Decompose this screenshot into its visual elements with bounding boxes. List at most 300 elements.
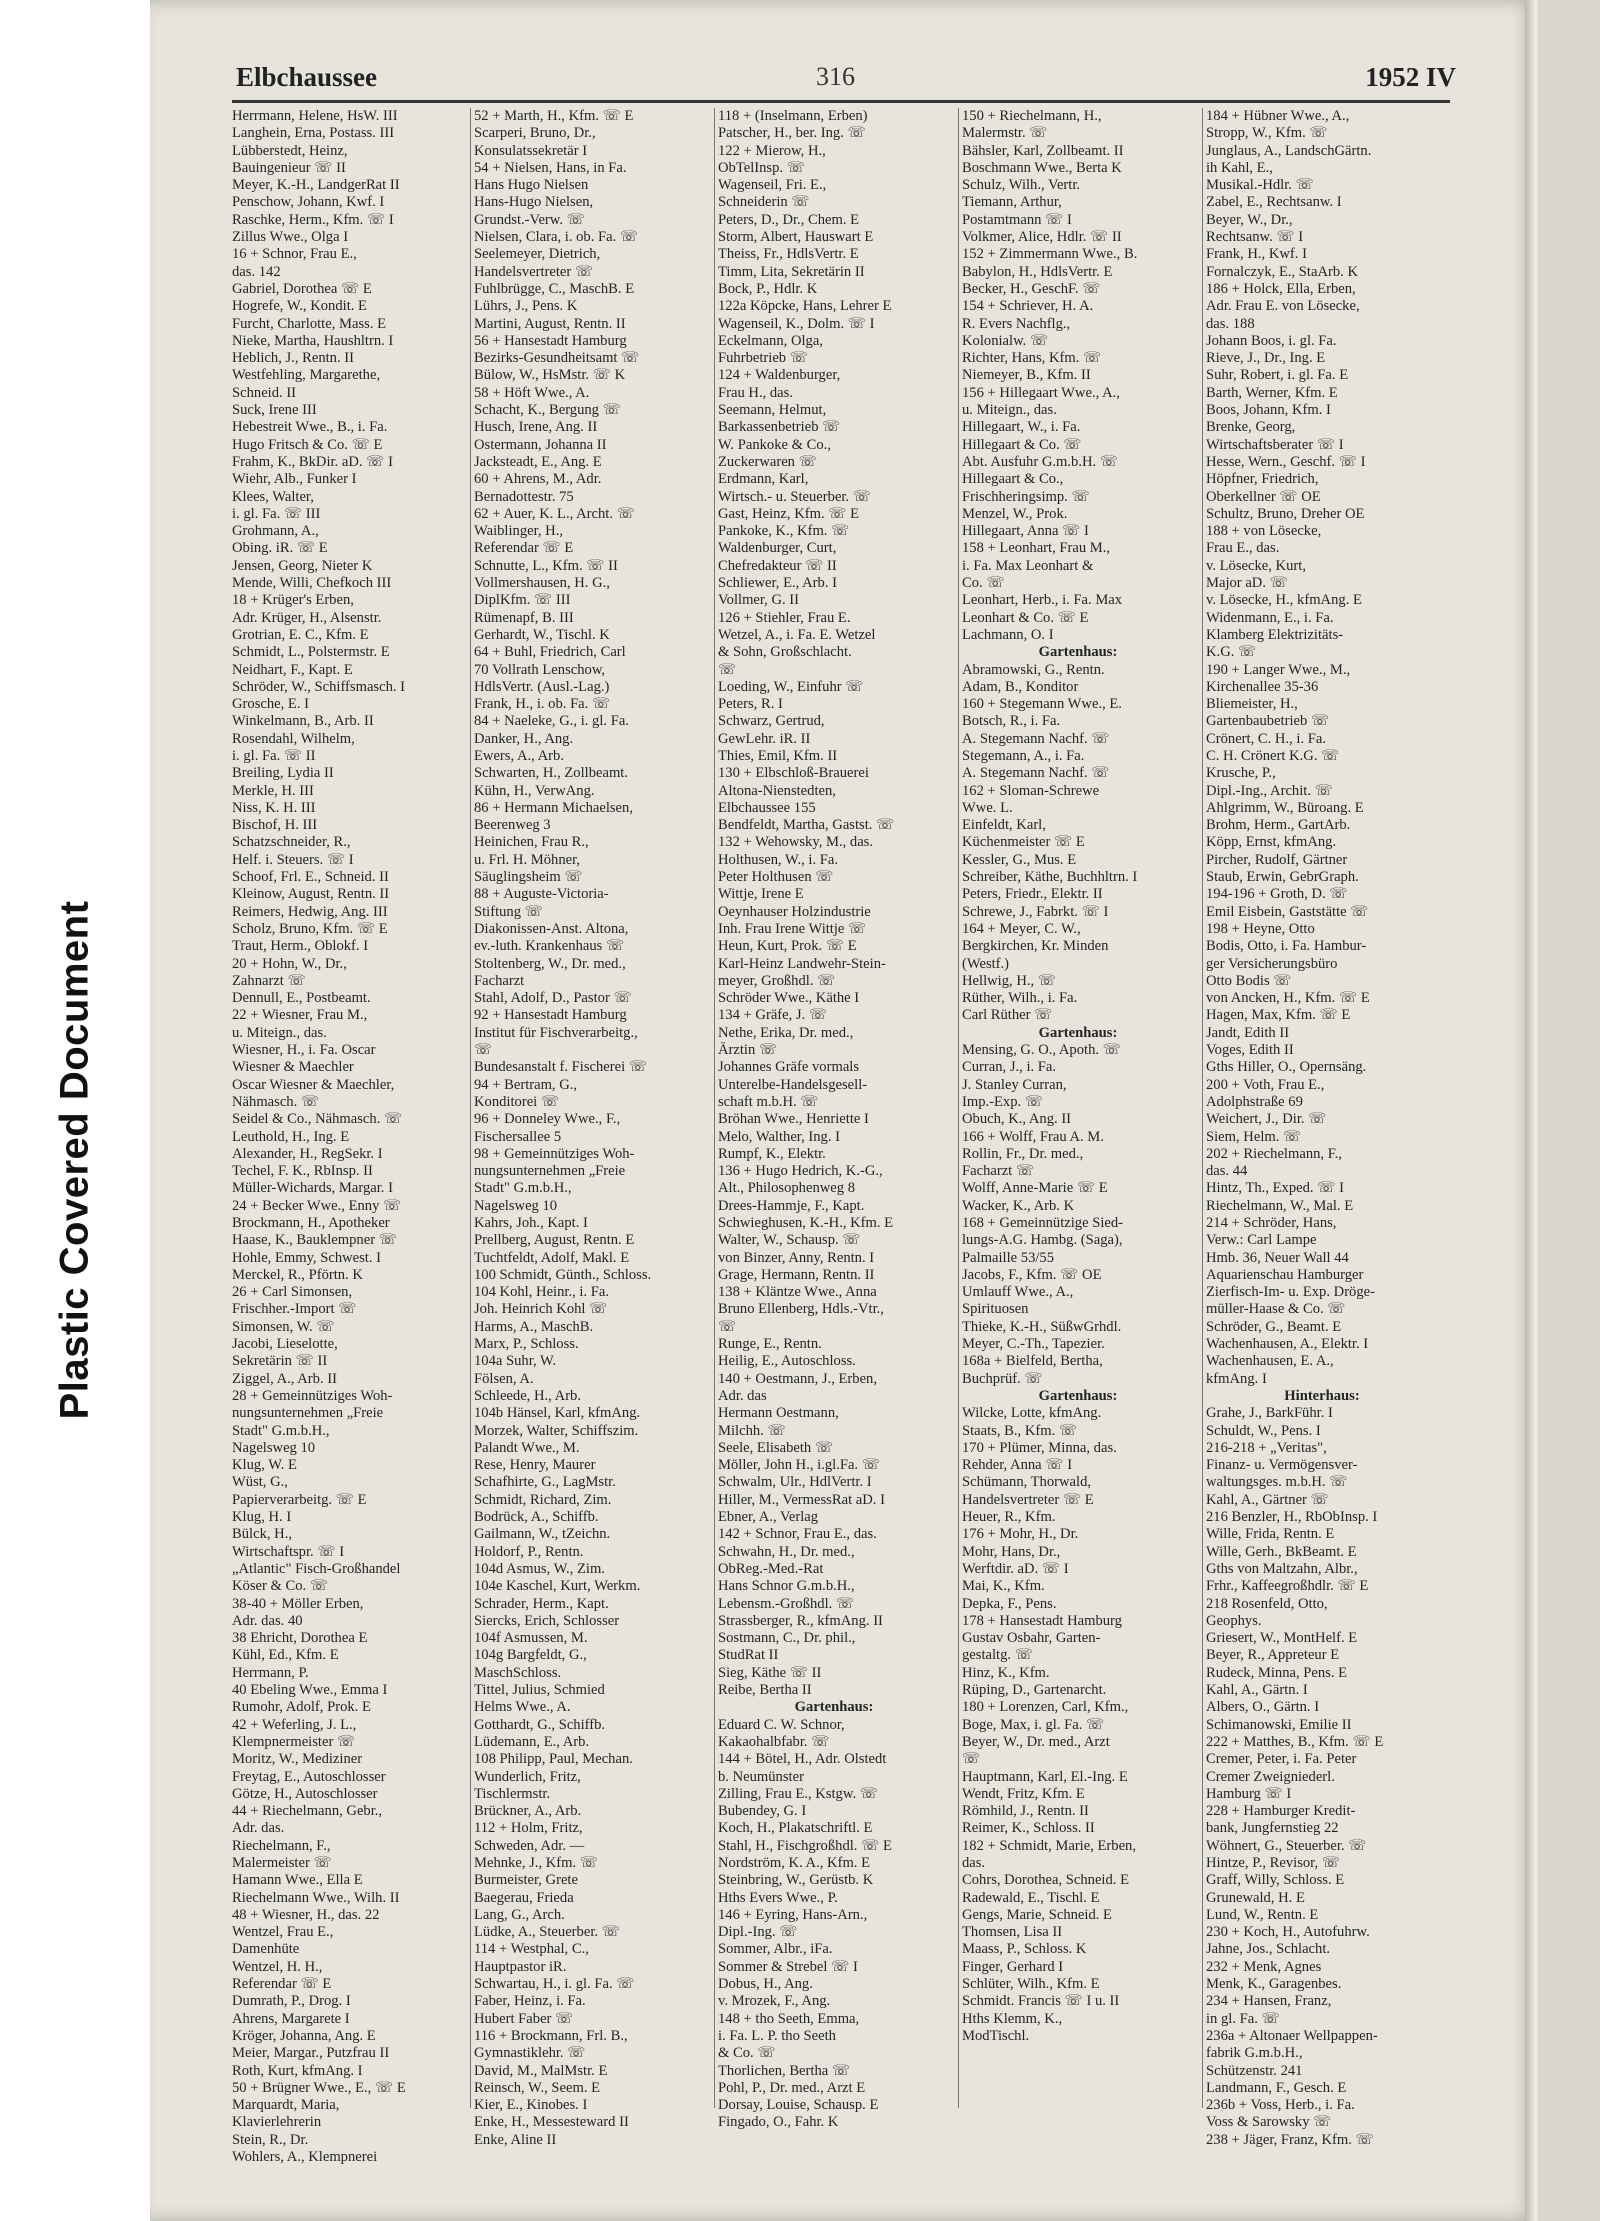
directory-entry: 188 + von Lösecke,: [1206, 523, 1322, 540]
directory-entry: Wöhnert, G., Steuerber. ☏: [1206, 1837, 1367, 1854]
directory-entry: Oberkellner ☏ OE: [1206, 488, 1321, 505]
directory-entry: HdlsVertr. (Ausl.-Lag.): [474, 678, 610, 695]
directory-entry: Schreiber, Käthe, Buchhltrn. I: [962, 869, 1138, 886]
directory-entry: 116 + Brockmann, Frl. B.,: [474, 2027, 628, 2044]
directory-entry: Martini, August, Rentn. II: [474, 315, 626, 332]
directory-entry: Obing. iR. ☏ E: [232, 540, 328, 557]
directory-entry: schaft m.b.H. ☏: [718, 1093, 819, 1110]
directory-entry: Hogrefe, W., Kondit. E: [232, 298, 367, 315]
directory-entry: Schröder, W., Schiffsmasch. I: [232, 678, 406, 695]
directory-entry: bank, Jungfernstieg 22: [1206, 1820, 1339, 1837]
directory-entry: Thieke, K.-H., SüßwGrhdl.: [962, 1318, 1122, 1335]
directory-entry: Enke, Aline II: [474, 2131, 557, 2148]
directory-entry: Hermann Oestmann,: [718, 1405, 839, 1422]
directory-entry: Wille, Gerh., BkBeamt. E: [1206, 1543, 1357, 1560]
directory-entry: Wilcke, Lotte, kfmAng.: [962, 1405, 1102, 1422]
directory-entry: Wwe. L.: [962, 799, 1013, 816]
directory-entry: Referendar ☏ E: [474, 540, 574, 557]
directory-entry: Kahl, A., Gärtner ☏: [1206, 1491, 1329, 1508]
directory-entry: David, M., MalMstr. E: [474, 2062, 608, 2079]
directory-entry: Rumohr, Adolf, Prok. E: [232, 1699, 371, 1716]
section-heading: Hinterhaus:: [1284, 1387, 1360, 1404]
directory-entry: Schwalm, Ulr., HdlVertr. I: [718, 1474, 872, 1491]
directory-entry: Dumrath, P., Drog. I: [232, 1993, 351, 2010]
directory-entry: Palandt Wwe., M.: [474, 1439, 580, 1456]
directory-entry: Imp.-Exp. ☏: [962, 1093, 1044, 1110]
directory-entry: 48 + Wiesner, H., das. 22: [232, 1906, 380, 1923]
directory-entry: 216-218 + „Veritas",: [1206, 1439, 1327, 1456]
directory-entry: Postamtmann ☏ I: [962, 211, 1072, 228]
directory-entry: 184 + Hübner Wwe., A.,: [1206, 108, 1350, 124]
directory-entry: Hauptmann, Karl, El.-Ing. E: [962, 1768, 1128, 1785]
directory-entry: Thorlichen, Bertha ☏: [718, 2062, 851, 2079]
directory-entry: Husch, Irene, Ang. II: [474, 419, 598, 436]
directory-entry: Tuchtfeldt, Adolf, Makl. E: [474, 1249, 630, 1266]
directory-entry: Scholz, Bruno, Kfm. ☏ E: [232, 920, 388, 937]
directory-entry: Siem, Helm. ☏: [1206, 1128, 1302, 1145]
directory-entry: Unterelbe-Handelsgesell-: [718, 1076, 868, 1093]
directory-entry: A. Stegemann Nachf. ☏: [962, 765, 1110, 782]
directory-entry: Merckel, R., Pförtn. K: [232, 1266, 363, 1283]
directory-entry: Adr. das: [718, 1387, 767, 1404]
directory-entry: Frahm, K., BkDir. aD. ☏ I: [232, 453, 393, 470]
directory-entry: Melo, Walther, Ing. I: [718, 1128, 840, 1145]
directory-entry: ModTischl.: [962, 2027, 1030, 2044]
directory-entry: 232 + Menk, Agnes: [1206, 1958, 1322, 1975]
directory-entry: Roth, Kurt, kfmAng. I: [232, 2062, 363, 2079]
directory-entry: Bock, P., Hdlr. K: [718, 280, 818, 297]
directory-entry: Schröder, G., Beamt. E: [1206, 1318, 1342, 1335]
directory-entry: 96 + Donneley Wwe., F.,: [474, 1111, 621, 1128]
directory-entry: Seidel & Co., Nähmasch. ☏: [232, 1111, 403, 1128]
directory-entry: Wolff, Anne-Marie ☏ E: [962, 1180, 1108, 1197]
directory-entry: 100 Schmidt, Günth., Schloss.: [474, 1266, 652, 1283]
directory-entry: Frischheringsimp. ☏: [962, 488, 1090, 505]
directory-entry: Adr. das. 40: [232, 1612, 303, 1629]
directory-entry: Herrmann, Helene, HsW. III: [232, 108, 398, 124]
directory-entry: Voss & Sarowsky ☏: [1206, 2114, 1332, 2131]
directory-entry: 186 + Holck, Ella, Erben,: [1206, 280, 1356, 297]
directory-entry: 108 Philipp, Paul, Mechan.: [474, 1751, 633, 1768]
directory-entry: 146 + Eyring, Hans-Arn.,: [718, 1906, 868, 1923]
directory-entry: Schröder Wwe., Käthe I: [718, 990, 860, 1007]
directory-entry: Fölsen, A.: [474, 1370, 534, 1387]
directory-entry: Gast, Heinz, Kfm. ☏ E: [718, 505, 860, 522]
directory-entry: Major aD. ☏: [1206, 575, 1288, 592]
directory-entry: Meyer, C.-Th., Tapezier.: [962, 1336, 1105, 1353]
directory-entry: Koch, H., Plakatschriftl. E: [718, 1820, 873, 1837]
directory-entry: Hintz, Th., Exped. ☏ I: [1206, 1180, 1344, 1197]
directory-entry: Herrmann, P.: [232, 1664, 309, 1681]
directory-entry: Stadt" G.m.b.H.,: [474, 1180, 572, 1197]
directory-entry: Breiling, Lydia II: [232, 765, 334, 782]
directory-entry: Adam, B., Konditor: [962, 678, 1079, 695]
directory-entry: Konsulatssekretär I: [474, 142, 588, 159]
side-label-text: Plastic Covered Document: [52, 900, 97, 1420]
directory-entry: 56 + Hansestadt Hamburg: [474, 332, 627, 349]
directory-entry: Rudeck, Minna, Pens. E: [1206, 1664, 1348, 1681]
directory-entry: Nähmasch. ☏: [232, 1093, 320, 1110]
directory-column-3: [718, 108, 950, 2132]
directory-entry: 150 + Riechelmann, H.,: [962, 108, 1102, 124]
directory-entry: Küchenmeister ☏ E: [962, 834, 1085, 851]
directory-entry: 124 + Waldenburger,: [718, 367, 841, 384]
directory-entry: Fischersallee 5: [474, 1128, 562, 1145]
directory-entry: Bülck, H.,: [232, 1526, 292, 1543]
plastic-cover-label: [0, 0, 150, 2221]
directory-entry: 228 + Hamburger Kredit-: [1206, 1803, 1356, 1820]
directory-entry: Penschow, Johann, Kwf. I: [232, 194, 385, 211]
directory-entry: Nieke, Martha, Haushltrn. I: [232, 332, 394, 349]
directory-entry: Dipl.-Ing., Archit. ☏: [1206, 782, 1333, 799]
directory-entry: Techel, F. K., RbInsp. II: [232, 1163, 373, 1180]
directory-entry: Siercks, Erich, Schlosser: [474, 1612, 620, 1629]
directory-entry: Depka, F., Pens.: [962, 1595, 1057, 1612]
directory-entry: 22 + Wiesner, Frau M.,: [232, 1007, 368, 1024]
directory-entry: ev.-luth. Krankenhaus ☏: [474, 938, 625, 955]
directory-entry: Griesert, W., MontHelf. E: [1206, 1630, 1358, 1647]
directory-entry: Wachenhausen, E. A.,: [1206, 1353, 1334, 1370]
directory-entry: Rüping, D., Gartenarcht.: [962, 1682, 1107, 1699]
directory-entry: Wagenseil, Fri. E.,: [718, 177, 827, 194]
directory-entry: Römhild, J., Rentn. II: [962, 1803, 1089, 1820]
directory-entry: Schoof, Frl. E., Schneid. II: [232, 869, 389, 886]
directory-entry: 142 + Schnor, Frau E., das.: [718, 1526, 877, 1543]
directory-entry: u. Miteign., das.: [232, 1024, 327, 1041]
directory-entry: 104a Suhr, W.: [474, 1353, 557, 1370]
directory-entry: GewLehr. iR. II: [718, 730, 811, 747]
directory-entry: Storm, Albert, Hauswart E: [718, 229, 874, 246]
directory-entry: Helms Wwe., A.: [474, 1699, 571, 1716]
directory-entry: das. 188: [1206, 315, 1255, 332]
directory-entry: Niemeyer, B., Kfm. II: [962, 367, 1091, 384]
directory-entry: Holthusen, W., i. Fa.: [718, 851, 838, 868]
directory-entry: 42 + Weferling, J. L.,: [232, 1716, 357, 1733]
directory-entry: Mende, Willi, Chefkoch III: [232, 575, 392, 592]
directory-entry: 170 + Plümer, Minna, das.: [962, 1439, 1117, 1456]
directory-entry: u. Frl. H. Möhner,: [474, 851, 581, 868]
directory-entry: Hinz, K., Kfm.: [962, 1664, 1050, 1681]
directory-entry: Nordström, K. A., Kfm. E: [718, 1854, 871, 1871]
page-header: [236, 62, 1456, 102]
directory-entry: ih Kahl, E.,: [1206, 159, 1273, 176]
directory-entry: 38 Ehricht, Dorothea E: [232, 1630, 368, 1647]
directory-entry: 236a + Altonaer Wellpappen-: [1206, 2027, 1378, 2044]
section-heading: Gartenhaus:: [1038, 644, 1118, 661]
directory-column-5: [1206, 108, 1438, 2149]
directory-entry: Waiblinger, H.,: [474, 523, 564, 540]
directory-entry: Suck, Irene III: [232, 402, 317, 419]
directory-entry: Schrader, Herm., Kapt.: [474, 1595, 609, 1612]
directory-entry: Wille, Frida, Rentn. E: [1206, 1526, 1335, 1543]
directory-entry: Schmidt, L., Polstermstr. E: [232, 644, 390, 661]
directory-entry: Ahrens, Margarete I: [232, 2010, 350, 2027]
directory-entry: 18 + Krüger's Erben,: [232, 592, 354, 609]
directory-entry: ☏: [474, 1042, 493, 1059]
directory-entry: 168 + Gemeinnützige Sied-: [962, 1215, 1124, 1231]
directory-entry: 26 + Carl Simonsen,: [232, 1284, 353, 1301]
directory-entry: Kühl, Ed., Kfm. E: [232, 1647, 339, 1664]
directory-entry: Gotthardt, G., Schiffb.: [474, 1716, 606, 1733]
directory-entry: Zabel, E., Rechtsanw. I: [1206, 194, 1342, 211]
directory-entry: v. Lösecke, Kurt,: [1206, 557, 1306, 574]
directory-entry: Timm, Lita, Sekretärin II: [718, 263, 865, 280]
directory-entry: Alt., Philosophenweg 8: [718, 1180, 856, 1197]
directory-entry: Faber, Heinz, i. Fa.: [474, 1993, 586, 2010]
directory-entry: Dipl.-Ing. ☏: [718, 1924, 798, 1941]
directory-entry: 24 + Becker Wwe., Enny ☏: [232, 1197, 402, 1214]
directory-entry: Beyer, R., Appreteur E: [1206, 1647, 1340, 1664]
directory-entry: Hillegaart, W., i. Fa.: [962, 419, 1081, 436]
directory-entry: Hans Hugo Nielsen: [474, 177, 589, 194]
directory-entry: 140 + Oestmann, J., Erben,: [718, 1370, 878, 1387]
directory-entry: Stegemann, A., i. Fa.: [962, 747, 1085, 764]
directory-entry: 190 + Langer Wwe., M.,: [1206, 661, 1351, 678]
directory-entry: Schuldt, W., Pens. I: [1206, 1422, 1321, 1439]
directory-entry: Barkassenbetrieb ☏: [718, 419, 841, 436]
directory-entry: Frischher.-Import ☏: [232, 1301, 357, 1318]
directory-entry: ☏: [718, 1318, 737, 1335]
directory-entry: Gymnastiklehr. ☏: [474, 2045, 586, 2062]
directory-entry: Prellberg, August, Rentn. E: [474, 1232, 635, 1249]
directory-entry: Eckelmann, Olga,: [718, 332, 823, 349]
directory-entry: Lübberstedt, Heinz,: [232, 142, 348, 159]
directory-entry: Hths Klemm, K.,: [962, 2010, 1063, 2027]
directory-entry: Grotrian, E. C., Kfm. E: [232, 626, 369, 643]
directory-entry: Fingado, O., Fahr. K: [718, 2114, 839, 2131]
directory-entry: Gabriel, Dorothea ☏ E: [232, 280, 372, 297]
directory-entry: Menk, K., Garagenbes.: [1206, 1976, 1342, 1993]
directory-entry: Facharzt ☏: [962, 1163, 1035, 1180]
directory-entry: 16 + Schnor, Frau E.,: [232, 246, 357, 263]
directory-entry: Handelsvertreter ☏ E: [962, 1491, 1094, 1508]
edition-year: 1952 IV: [1365, 62, 1456, 92]
directory-entry: Wetzel, A., i. Fa. E. Wetzel: [718, 626, 876, 643]
directory-entry: Schümann, Thorwald,: [962, 1474, 1092, 1491]
directory-entry: Neidhart, F., Kapt. E: [232, 661, 353, 678]
directory-entry: 114 + Westphal, C.,: [474, 1941, 589, 1958]
directory-entry: 54 + Nielsen, Hans, in Fa.: [474, 159, 627, 176]
directory-entry: Kahrs, Joh., Kapt. I: [474, 1215, 588, 1231]
directory-entry: 158 + Leonhart, Frau M.,: [962, 540, 1111, 557]
directory-entry: nungsunternehmen „Freie: [232, 1405, 384, 1422]
directory-entry: 122a Köpcke, Hans, Lehrer E: [718, 298, 892, 315]
directory-entry: i. gl. Fa. ☏ III: [232, 505, 321, 522]
directory-entry: Haase, K., Bauklempner ☏: [232, 1232, 397, 1249]
directory-entry: Richter, Hans, Kfm. ☏: [962, 350, 1102, 367]
directory-entry: Lüdemann, E., Arb.: [474, 1733, 590, 1750]
directory-entry: Schrewe, J., Fabrkt. ☏ I: [962, 903, 1109, 920]
directory-entry: Milchh. ☏: [718, 1422, 786, 1439]
directory-entry: Beerenweg 3: [474, 817, 551, 834]
directory-entry: Kröger, Johanna, Ang. E: [232, 2027, 376, 2044]
directory-entry: 126 + Stiehler, Frau E.: [718, 609, 851, 626]
directory-entry: Kirchenallee 35-36: [1206, 678, 1319, 695]
directory-entry: Papierverarbeitg. ☏ E: [232, 1491, 367, 1508]
directory-entry: b. Neumünster: [718, 1768, 804, 1785]
directory-entry: Nagelsweg 10: [232, 1439, 316, 1456]
directory-entry: Palmaille 53/55: [962, 1249, 1055, 1266]
directory-entry: Junglaus, A., LandschGärtn.: [1206, 142, 1372, 159]
directory-entry: ObReg.-Med.-Rat: [718, 1560, 824, 1577]
directory-entry: Schmidt. Francis ☏ I u. II: [962, 1993, 1120, 2010]
directory-entry: Seele, Elisabeth ☏: [718, 1439, 834, 1456]
directory-entry: Westfehling, Margarethe,: [232, 367, 381, 384]
directory-entry: 84 + Naeleke, G., i. gl. Fa.: [474, 713, 629, 730]
directory-entry: Bülow, W., HsMstr. ☏ K: [474, 367, 626, 384]
directory-entry: Curran, J., i. Fa.: [962, 1059, 1057, 1076]
directory-entry: Dennull, E., Postbeamt.: [232, 990, 371, 1007]
directory-entry: Holdorf, P., Rentn.: [474, 1543, 584, 1560]
directory-entry: Loeding, W., Einfuhr ☏: [718, 678, 864, 695]
directory-entry: C. H. Crönert K.G. ☏: [1206, 747, 1340, 764]
page-number: 316: [816, 62, 855, 91]
directory-entry: R. Evers Nachflg.,: [962, 315, 1071, 332]
directory-entry: Nielsen, Clara, i. ob. Fa. ☏: [474, 229, 639, 246]
directory-entry: Aquarienschau Hamburger: [1206, 1266, 1364, 1283]
directory-entry: 38-40 + Möller Erben,: [232, 1595, 364, 1612]
directory-entry: DiplKfm. ☏ III: [474, 592, 571, 609]
directory-entry: 202 + Riechelmann, F.,: [1206, 1145, 1342, 1162]
directory-entry: Reinsch, W., Seem. E: [474, 2079, 601, 2096]
directory-entry: von Ancken, H., Kfm. ☏ E: [1206, 990, 1370, 1007]
directory-entry: 230 + Koch, H., Autofuhrw.: [1206, 1924, 1370, 1941]
directory-entry: Waldenburger, Curt,: [718, 540, 837, 557]
directory-entry: Kleinow, August, Rentn. II: [232, 886, 390, 903]
directory-entry: Schafhirte, G., LagMstr.: [474, 1474, 616, 1491]
directory-entry: Runge, E., Rentn.: [718, 1336, 822, 1353]
directory-entry: Klamberg Elektrizitäts-: [1206, 626, 1344, 643]
directory-entry: Widenmann, E., i. Fa.: [1206, 609, 1334, 626]
directory-entry: Obuch, K., Ang. II: [962, 1111, 1072, 1128]
directory-entry: Scarperi, Bruno, Dr.,: [474, 125, 596, 142]
directory-entry: Sommer, Albr., iFa.: [718, 1941, 833, 1958]
directory-entry: Drees-Hammje, F., Kapt.: [718, 1197, 865, 1214]
directory-entry: Rese, Henry, Maurer: [474, 1457, 596, 1474]
directory-entry: Nagelsweg 10: [474, 1197, 558, 1214]
directory-entry: Heilig, E., Autoschloss.: [718, 1353, 856, 1370]
directory-entry: Schliewer, E., Arb. I: [718, 575, 837, 592]
directory-entry: Tittel, Julius, Schmied: [474, 1682, 605, 1699]
directory-entry: Wunderlich, Fritz,: [474, 1768, 581, 1785]
directory-entry: Bernadottestr. 75: [474, 488, 574, 505]
directory-entry: Barth, Werner, Kfm. E: [1206, 384, 1338, 401]
directory-entry: Hesse, Wern., Geschf. ☏ I: [1206, 453, 1366, 470]
directory-entry: Mehnke, J., Kfm. ☏: [474, 1854, 599, 1871]
directory-entry: Wittje, Irene E: [718, 886, 804, 903]
directory-entry: Hiller, M., VermessRat aD. I: [718, 1491, 885, 1508]
directory-entry: Reibe, Bertha II: [718, 1682, 812, 1699]
directory-entry: Bundesanstalt f. Fischerei ☏: [474, 1059, 648, 1076]
directory-entry: Grohmann, A.,: [232, 523, 319, 540]
directory-entry: Gengs, Marie, Schneid. E: [962, 1906, 1112, 1923]
directory-entry: Wacker, K., Arb. K: [962, 1197, 1075, 1214]
directory-entry: Heuer, R., Kfm.: [962, 1509, 1056, 1526]
directory-entry: Vollmer, G. II: [718, 592, 800, 609]
directory-entry: Fornalczyk, E., StaArb. K: [1206, 263, 1358, 280]
directory-entry: 154 + Schriever, H. A.: [962, 298, 1094, 315]
directory-entry: Burmeister, Grete: [474, 1872, 578, 1889]
directory-entry: Cohrs, Dorothea, Schneid. E: [962, 1872, 1129, 1889]
directory-entry: Klees, Walter,: [232, 488, 314, 505]
directory-entry: Einfeldt, Karl,: [962, 817, 1046, 834]
directory-entry: Wirtschaftspr. ☏ I: [232, 1543, 345, 1560]
directory-entry: Staub, Erwin, GebrGraph.: [1206, 869, 1359, 886]
directory-entry: Adolphstraße 69: [1206, 1093, 1303, 1110]
directory-entry: Beyer, W., Dr.,: [1206, 211, 1293, 228]
directory-entry: Hillegaart & Co. ☏: [962, 436, 1082, 453]
directory-entry: Mohr, Hans, Dr.,: [962, 1543, 1061, 1560]
directory-entry: Grahe, J., BarkFühr. I: [1206, 1405, 1333, 1422]
directory-entry: Klavierlehrerin: [232, 2114, 322, 2131]
directory-entry: 180 + Lorenzen, Carl, Kfm.,: [962, 1699, 1129, 1716]
section-heading: Gartenhaus:: [794, 1699, 874, 1716]
directory-entry: Karl-Heinz Landwehr-Stein-: [718, 955, 886, 972]
directory-entry: Adr. Krüger, H., Alsenstr.: [232, 609, 382, 626]
directory-entry: Ewers, A., Arb.: [474, 747, 564, 764]
directory-entry: Fuhrbetrieb ☏: [718, 350, 808, 367]
directory-entry: 132 + Wehowsky, M., das.: [718, 834, 874, 851]
directory-entry: Köpp, Ernst, kfmAng.: [1206, 834, 1337, 851]
directory-entry: Landmann, F., Gesch. E: [1206, 2079, 1347, 2096]
directory-entry: 236b + Voss, Herb., i. Fa.: [1206, 2097, 1355, 2114]
directory-entry: 94 + Bertram, G.,: [474, 1076, 578, 1093]
directory-entry: Ahlgrimm, W., Büroang. E: [1206, 799, 1364, 816]
directory-column-1: [232, 108, 464, 2166]
directory-entry: Wirtsch.- u. Steuerber. ☏: [718, 488, 872, 505]
directory-entry: Diakonissen-Anst. Altona,: [474, 920, 629, 937]
directory-entry: 234 + Hansen, Franz,: [1206, 1993, 1332, 2010]
directory-entry: Heinichen, Frau R.,: [474, 834, 589, 851]
directory-entry: Bröhan Wwe., Henriette I: [718, 1111, 869, 1128]
directory-entry: Bodis, Otto, i. Fa. Hambur-: [1206, 938, 1367, 955]
directory-entry: Theiss, Fr., HdlsVertr. E: [718, 246, 859, 263]
directory-entry: Ostermann, Johanna II: [474, 436, 607, 453]
directory-entry: Brückner, A., Arb.: [474, 1803, 582, 1820]
directory-entry: 152 + Zimmermann Wwe., B.: [962, 246, 1138, 263]
directory-entry: Lührs, J., Pens. K: [474, 298, 578, 315]
directory-entry: Moritz, W., Mediziner: [232, 1751, 363, 1768]
directory-entry: Hmb. 36, Neuer Wall 44: [1206, 1249, 1349, 1266]
directory-entry: Adr. Frau E. von Lösecke,: [1206, 298, 1360, 315]
directory-entry: Lachmann, O. I: [962, 626, 1054, 643]
directory-entry: v. Lösecke, H., kfmAng. E: [1206, 592, 1362, 609]
directory-entry: Chefredakteur ☏ II: [718, 557, 837, 574]
directory-entry: Leonhart & Co. ☏ E: [962, 609, 1089, 626]
directory-entry: ☏: [718, 661, 737, 678]
directory-entry: Johannes Gräfe vormals: [718, 1059, 860, 1076]
directory-entry: Beyer, W., Dr. med., Arzt: [962, 1733, 1110, 1750]
directory-entry: A. Stegemann Nachf. ☏: [962, 730, 1110, 747]
directory-entry: 104g Bargfeldt, G.,: [474, 1647, 587, 1664]
directory-entry: Erdmann, Karl,: [718, 471, 809, 488]
directory-entry: 44 + Riechelmann, Gebr.,: [232, 1803, 383, 1820]
directory-entry: waltungsges. m.b.H. ☏: [1206, 1474, 1348, 1491]
directory-entry: 28 + Gemeinnütziges Woh-: [232, 1387, 393, 1404]
directory-entry: Morzek, Walter, Schiffszim.: [474, 1422, 639, 1439]
directory-entry: Winkelmann, B., Arb. II: [232, 713, 374, 730]
directory-entry: Jahne, Jos., Schlacht.: [1206, 1941, 1331, 1958]
directory-entry: Umlauff Wwe., A.,: [962, 1284, 1074, 1301]
directory-entry: fabrik G.m.b.H.,: [1206, 2045, 1303, 2062]
directory-entry: Hamann Wwe., Ella E: [232, 1872, 363, 1889]
directory-entry: Seelemeyer, Dietrich,: [474, 246, 601, 263]
directory-entry: 64 + Buhl, Friedrich, Carl: [474, 644, 626, 661]
directory-entry: Schweden, Adr. —: [474, 1837, 585, 1854]
directory-entry: 136 + Hugo Hedrich, K.-G.,: [718, 1163, 883, 1180]
directory-entry: Merkle, H. III: [232, 782, 314, 799]
directory-entry: 164 + Meyer, C. W.,: [962, 920, 1081, 937]
